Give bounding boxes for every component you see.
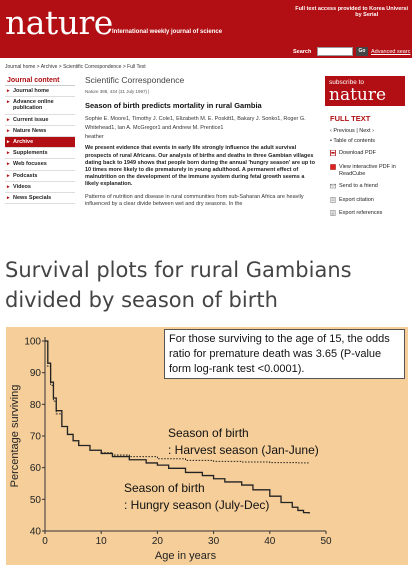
article-title: Season of birth predicts mortality in rural Gambia bbox=[85, 101, 262, 110]
breadcrumb[interactable]: Journal home > Archive > Scientific Correspondence > Full Text bbox=[5, 64, 146, 70]
sidebar-item-web-focuses[interactable]: ▸ Web focuses bbox=[5, 159, 75, 170]
prev-next-nav bbox=[330, 128, 374, 134]
nature-logo[interactable]: nature bbox=[5, 3, 113, 42]
subscribe-banner[interactable] bbox=[325, 76, 405, 106]
y-tick-label: 100 bbox=[24, 336, 41, 348]
section-title: Scientific Correspondence bbox=[85, 75, 185, 85]
export-citation-label[interactable]: Export citation bbox=[339, 197, 374, 203]
tagline: International weekly journal of science bbox=[112, 29, 223, 35]
abstract: We present evidence that events in early life strongly influence the adult survival prospects of rural Africans. Our analysis of births and deaths in three Gambian villages dating back to 1949 shows that people born during the annual 'hungry season' are up to 10 times more likely to die prematurely in young adulthood. A permanent effect of malnutrition on the development of the immune system during fetal growth seems a likely explanation. bbox=[85, 145, 315, 188]
toc-label[interactable]: Table of contents bbox=[333, 138, 375, 144]
access-notice-line1: Full text access provided to Korea Universi bbox=[295, 6, 408, 12]
go-button[interactable]: Go bbox=[356, 47, 368, 56]
download-pdf-label[interactable]: Download PDF bbox=[339, 150, 376, 156]
citation-icon bbox=[330, 197, 336, 203]
pdf-icon bbox=[330, 150, 336, 156]
sidebar-heading: Journal content bbox=[5, 76, 75, 86]
hungry-season-label-line1: Season of birth bbox=[124, 481, 205, 495]
y-axis-label: Percentage surviving bbox=[9, 384, 21, 488]
sidebar bbox=[5, 76, 75, 204]
nav-divider: | bbox=[356, 128, 358, 134]
full-text-heading: FULL TEXT bbox=[330, 114, 371, 123]
sidebar-item-news-specials[interactable]: ▸ News Specials bbox=[5, 193, 75, 204]
sidebar-item-current-issue[interactable]: ▸ Current issue bbox=[5, 115, 75, 126]
x-tick-label: 30 bbox=[208, 536, 220, 547]
y-tick-label: 50 bbox=[29, 494, 41, 506]
x-tick-label: 50 bbox=[320, 536, 332, 547]
y-tick-label: 40 bbox=[29, 526, 41, 538]
chevron-right-icon: › bbox=[372, 128, 374, 134]
subscribe-logo: nature bbox=[329, 85, 387, 105]
export-references-label[interactable]: Export references bbox=[339, 210, 383, 216]
y-tick-label: 90 bbox=[29, 368, 41, 380]
access-notice bbox=[295, 6, 408, 18]
authors-text[interactable]: Sophie E. Moore1, Timothy J. Cole1, Elizabeth M. E. Poskitt1, Bakary J. Sonko1, Roger G. Whitehead1, Ian A. McGregor1 and Andrew M. Prentice1 bbox=[85, 116, 306, 131]
odds-ratio-note: For those surviving to the age of 15, the odds ratio for premature death was 3.65 (P-value form log-rank test <0.0001). bbox=[164, 329, 405, 379]
x-tick-label: 20 bbox=[151, 536, 163, 547]
search-input[interactable] bbox=[317, 47, 353, 56]
x-axis-label: Age in years bbox=[154, 550, 217, 562]
sidebar-item-nature-news[interactable]: ▸ Nature News bbox=[5, 126, 75, 137]
y-tick-label: 80 bbox=[29, 399, 41, 411]
references-icon bbox=[330, 210, 336, 216]
y-tick-label: 70 bbox=[29, 431, 41, 443]
nature-article-screenshot bbox=[0, 0, 412, 243]
sidebar-item-supplements[interactable]: ▸ Supplements bbox=[5, 148, 75, 159]
x-tick-label: 0 bbox=[42, 536, 48, 547]
slide-title: Survival plots for rural Gambians divided by season of birth bbox=[5, 258, 352, 312]
body-text: Patterns of nutrition and disease in rural communities from sub-Saharan Africa are heavily influenced by a clear divide between wet and dry seasons. In the bbox=[85, 193, 304, 208]
chevron-left-icon: ‹ bbox=[330, 128, 332, 134]
hungry-season-label-line2: : Hungry season (July-Dec) bbox=[124, 498, 270, 512]
sidebar-item-advance-online[interactable]: ▸ Advance online publication bbox=[5, 97, 75, 114]
advanced-search-link[interactable]: Advanced searc bbox=[371, 49, 411, 55]
send-to-friend-label[interactable]: Send to a friend bbox=[339, 183, 378, 189]
sidebar-item-videos[interactable]: ▸ Videos bbox=[5, 182, 75, 193]
readcube-label[interactable]: View interactive PDF in ReadCube bbox=[339, 164, 396, 177]
toc-link[interactable] bbox=[330, 138, 375, 144]
y-tick-label: 60 bbox=[29, 463, 41, 475]
harvest-season-label-line2: : Harvest season (Jan-June) bbox=[168, 443, 319, 457]
sidebar-item-journal-home[interactable]: ▸ Journal home bbox=[5, 86, 75, 97]
x-tick-label: 10 bbox=[95, 536, 107, 547]
bullet-icon: • bbox=[330, 138, 332, 144]
readcube-icon bbox=[330, 164, 336, 170]
subscribe-label: subscribe to bbox=[329, 79, 365, 86]
email-icon bbox=[330, 183, 336, 189]
sidebar-item-podcasts[interactable]: ▸ Podcasts bbox=[5, 171, 75, 182]
next-link[interactable]: Next bbox=[359, 128, 371, 134]
previous-link[interactable]: Previous bbox=[333, 128, 355, 134]
author-list bbox=[85, 115, 317, 141]
article-content bbox=[85, 75, 317, 209]
issue-line: Nature 388, 434 (31 July 1997) | bbox=[85, 89, 150, 94]
x-tick-label: 40 bbox=[264, 536, 276, 547]
sidebar-item-archive[interactable]: ▸ Archive bbox=[5, 137, 75, 148]
masthead bbox=[0, 0, 412, 58]
search-label: Search bbox=[293, 49, 312, 55]
access-notice-line2: by Serial bbox=[355, 12, 379, 18]
harvest-season-label-line1: Season of birth bbox=[168, 426, 249, 440]
authors-tail[interactable]: heather bbox=[85, 133, 104, 140]
